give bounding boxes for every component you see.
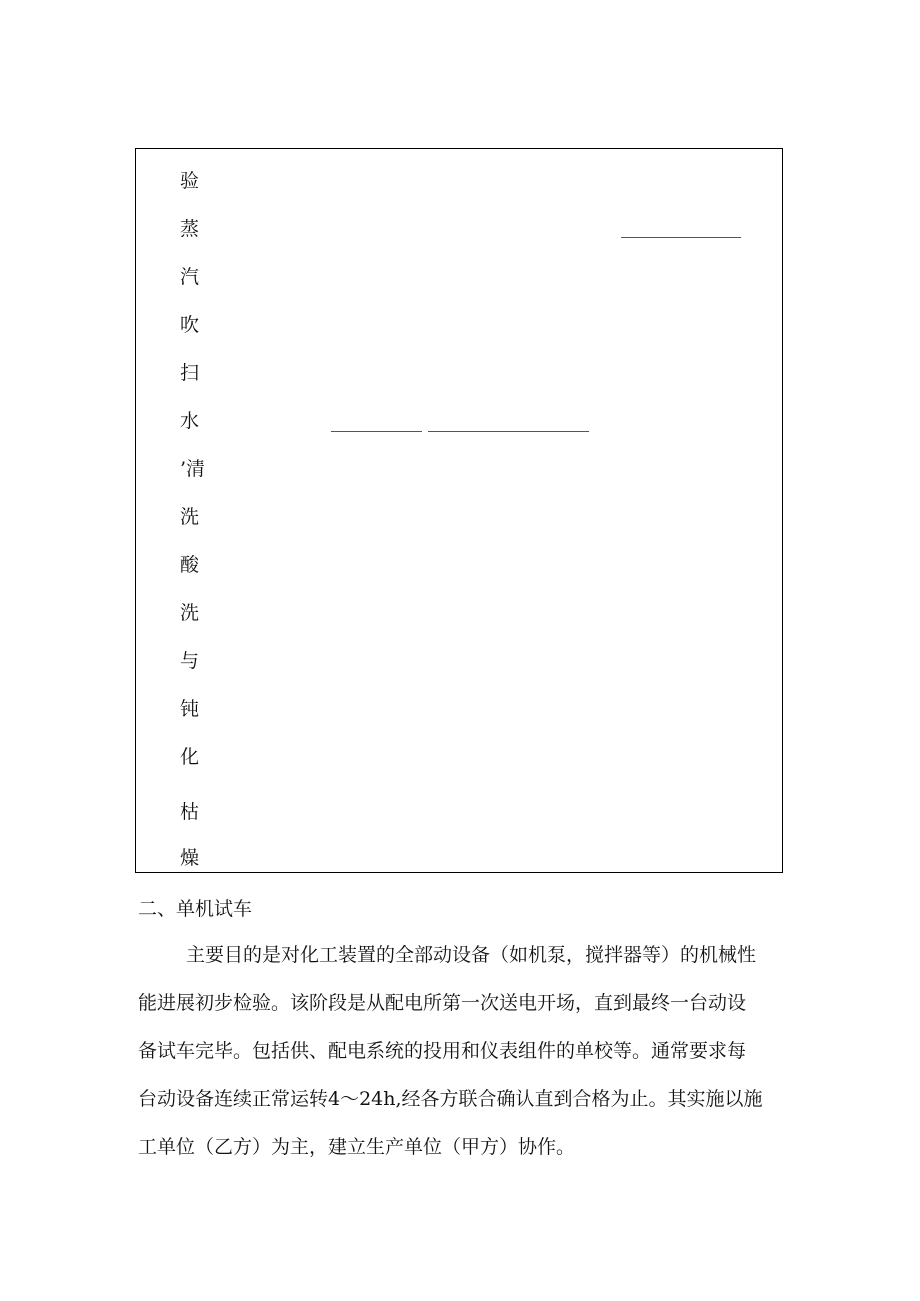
fill-in-blank-line (331, 431, 422, 432)
table-vertical-char: 扫 (180, 362, 200, 384)
table-vertical-char: 蒸 (180, 218, 200, 240)
paragraph-line: 能进展初步检验。该阶段是从配电所第一次送电开场，直到最终一台动设 (138, 992, 747, 1014)
table-vertical-char: 吹 (180, 314, 200, 336)
table-vertical-char: 验 (180, 170, 200, 192)
table-vertical-char: 酸 (180, 554, 200, 576)
table-vertical-char: 与 (180, 650, 200, 672)
fill-in-blank-line (621, 237, 741, 238)
section-heading: 二、单机试车 (138, 898, 253, 920)
paragraph-line: 台动设备连续正常运转4～24h,经各方联合确认直到合格为止。其实施以施 (138, 1088, 763, 1110)
fill-in-blank-line (428, 431, 589, 432)
paragraph-line: 备试车完毕。包括供、配电系统的投用和仪表组件的单校等。通常要求每 (138, 1040, 747, 1062)
table-vertical-char: 钝 (180, 698, 200, 720)
table-vertical-char: ’清 (180, 458, 206, 480)
table-vertical-char: 化 (180, 746, 200, 768)
section-paragraph (138, 942, 798, 1182)
table-vertical-char: 枯 (180, 801, 200, 823)
paragraph-line: 主要目的是对化工装置的全部动设备（如机泵，搅拌器等）的机械性 (186, 944, 757, 966)
paragraph-line: 工单位（乙方）为主，建立生产单位（甲方）协作。 (138, 1136, 576, 1158)
table-vertical-char: 汽 (180, 266, 200, 288)
table-vertical-char: 洗 (180, 602, 200, 624)
table-vertical-char: 水 (180, 410, 200, 432)
form-table (135, 148, 783, 873)
table-vertical-char: 燥 (180, 847, 200, 869)
table-vertical-char: 洗 (180, 506, 200, 528)
